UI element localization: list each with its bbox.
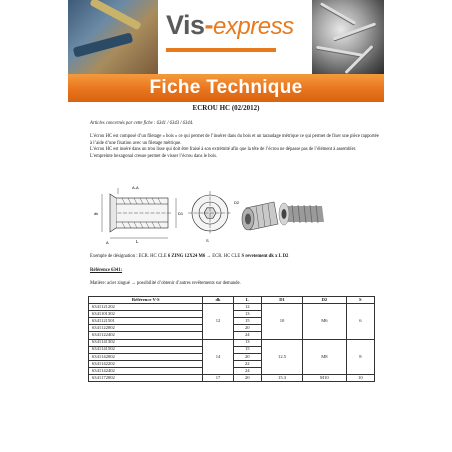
screw-shape [320, 2, 356, 25]
label-d1: D1 [178, 211, 184, 216]
ref-cell: 6341122402 [89, 332, 203, 339]
example-bold-2: S revetement dk x L D2 [241, 254, 289, 259]
technical-drawing [88, 182, 328, 250]
header-s: S [346, 297, 374, 304]
product-3d-view [242, 202, 278, 230]
logo-underline [166, 48, 276, 52]
header-reference: Référence V-S [89, 297, 203, 304]
d1-cell: 12.5 [261, 339, 302, 374]
document-title: ECROU HC (02/2012) [192, 104, 260, 112]
label-a: A [106, 240, 109, 245]
table-row [89, 304, 375, 311]
ref-cell: 6341142002 [89, 353, 203, 360]
header-l: L [233, 297, 261, 304]
l-cell: 24 [233, 367, 261, 374]
ref-cell: 6341141302 [89, 339, 203, 346]
s-cell: 8 [346, 339, 374, 374]
articles-text: Articles concernés par cette fiche : 6341 / 6343 / 6344. [90, 121, 194, 126]
ref-cell: 6341172002 [89, 375, 203, 382]
label-s: S [206, 238, 209, 243]
screw-shape [316, 46, 366, 58]
ref-cell: 6341142202 [89, 360, 203, 367]
screw-shape [345, 45, 374, 74]
table-header-row [89, 297, 375, 304]
d2-cell: M6 [303, 304, 347, 339]
example-designation [90, 254, 380, 261]
description-paragraph [90, 134, 380, 160]
d1-cell: 15.3 [261, 375, 302, 382]
logo-express: express [213, 13, 294, 40]
ref-cell: 6341141502 [89, 346, 203, 353]
d2-cell: M8 [303, 339, 347, 374]
header-d1: D1 [261, 297, 302, 304]
ref-cell: 6341142402 [89, 367, 203, 374]
l-cell: 20 [233, 353, 261, 360]
example-prefix: Exemple de désignation : ECR. HC CLE [90, 254, 168, 259]
example-bold: 6 ZING 12X24 M6 [167, 254, 206, 259]
header-dk: dk [203, 297, 233, 304]
tool-shape [89, 0, 141, 30]
end-view [188, 191, 232, 235]
ref-cell: 6341122002 [89, 325, 203, 332]
table-row [89, 375, 375, 382]
l-cell: 13 [233, 311, 261, 318]
l-cell: 20 [233, 375, 261, 382]
l-cell: 24 [233, 332, 261, 339]
ref-cell: 6341121202 [89, 304, 203, 311]
dk-cell: 14 [203, 339, 233, 374]
l-cell: 22 [233, 360, 261, 367]
material-text: Matière: acier zingué → possibilité d’obtenir d’autres revêtements sur demande. [90, 281, 241, 286]
l-cell: 15 [233, 346, 261, 353]
label-aa: A-A [132, 185, 139, 190]
header-d2: D2 [303, 297, 347, 304]
l-cell: 20 [233, 325, 261, 332]
ref-cell: 6341101302 [89, 311, 203, 318]
logo-vis: Vis [166, 10, 205, 40]
reference-title: Référence 6341: [90, 268, 123, 273]
description-line-3: L’empreinte hexagonal creuse permet de visser l’écrou dans le bois. [90, 153, 218, 159]
header-photo-tools [68, 0, 158, 74]
header-photo-screws [312, 0, 384, 74]
d2-cell: M10 [303, 375, 347, 382]
l-cell: 15 [233, 318, 261, 325]
description-line-1: L’écrou HC est composé d’un filetage « bois » ce qui permet de l’insérer dans du bois et un taraudage métrique ce qui permet de fixer une pièce rapportée à l’aide d’une fixation avec un filetage métrique. [90, 134, 379, 146]
vis-express-logo [166, 10, 294, 41]
label-dk: dk [94, 211, 99, 216]
ref-cell: 6341121501 [89, 318, 203, 325]
s-cell: 10 [346, 375, 374, 382]
label-d2: D2 [234, 200, 240, 205]
dk-cell: 17 [203, 375, 233, 382]
example-mid: → ECR. HC CLE [205, 254, 242, 259]
tool-shape [73, 32, 134, 57]
description-line-2: L’écrou HC est inséré dans un trou lisse qui doit être fraisé à son extrémité afin que la tête de l’écrou ne dépasse pas de l’élément à assembler. [90, 147, 357, 153]
s-cell: 6 [346, 304, 374, 339]
label-l: L [136, 239, 139, 244]
side-view [102, 188, 176, 238]
l-cell: 13 [233, 339, 261, 346]
screw-shape [333, 22, 376, 40]
d1-cell: 10 [261, 304, 302, 339]
table-row [89, 339, 375, 346]
dk-cell: 12 [203, 304, 233, 339]
product-photo [279, 203, 324, 225]
reference-table [88, 296, 375, 382]
l-cell: 12 [233, 304, 261, 311]
logo-dash: - [204, 10, 214, 40]
fiche-technique-banner: Fiche Technique [68, 74, 384, 102]
